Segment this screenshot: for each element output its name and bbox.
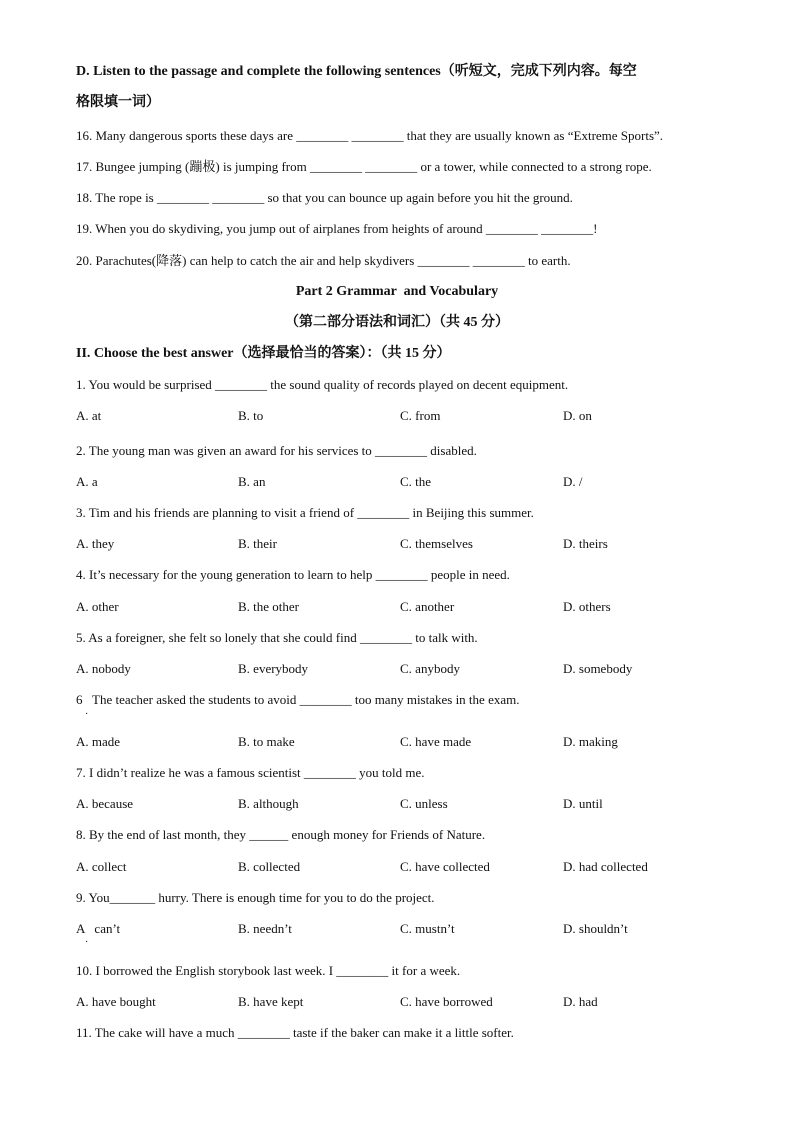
q9-option-a: A can’t bbox=[76, 921, 121, 936]
q7-option-c: C. unless bbox=[400, 796, 448, 811]
q4-option-d: D. others bbox=[563, 599, 611, 614]
mc-question-6: 6 The teacher asked the students to avoid ________ too many mistakes in the exam. bbox=[76, 692, 520, 707]
q3-option-d: D. theirs bbox=[563, 536, 608, 551]
q1-option-b: B. to bbox=[238, 408, 264, 423]
q4-option-a: A. other bbox=[76, 599, 119, 614]
q2-option-d: D. / bbox=[563, 474, 583, 489]
question-20: 20. Parachutes(降落) can help to catch the air and help skydivers ________ ________ to earth. bbox=[76, 253, 571, 268]
q9-option-b: B. needn’t bbox=[238, 921, 292, 936]
section-d-heading-line2: 格限填一词） bbox=[76, 95, 160, 110]
mc-question-3: 3. Tim and his friends are planning to visit a friend of ________ in Beijing this summer. bbox=[76, 505, 534, 520]
q5-option-a: A. nobody bbox=[76, 661, 131, 676]
q7-option-b: B. although bbox=[238, 796, 299, 811]
question-18: 18. The rope is ________ ________ so that you can bounce up again before you hit the ground. bbox=[76, 190, 573, 205]
section-ii-heading: II. Choose the best answer（选择最恰当的答案）：（共 15 分） bbox=[76, 346, 451, 361]
mc-question-2: 2. The young man was given an award for his services to ________ disabled. bbox=[76, 443, 477, 458]
mc-question-11: 11. The cake will have a much ________ taste if the baker can make it a little softer. bbox=[76, 1025, 514, 1040]
q3-option-b: B. their bbox=[238, 536, 277, 551]
q3-option-a: A. they bbox=[76, 536, 115, 551]
q6-option-d: D. making bbox=[563, 734, 618, 749]
mc-question-7: 7. I didn’t realize he was a famous scientist ________ you told me. bbox=[76, 765, 425, 780]
q2-option-a: A. a bbox=[76, 474, 98, 489]
question-16: 16. Many dangerous sports these days are ________ ________ that they are usually known as “Extreme Sports”. bbox=[76, 128, 664, 143]
mc-question-9: 9. You_______ hurry. There is enough time for you to do the project. bbox=[76, 890, 435, 905]
q5-option-c: C. anybody bbox=[400, 661, 460, 676]
stray-dot-mark: · bbox=[85, 937, 89, 948]
part2-subtitle: （第二部分语法和词汇）（共 45 分） bbox=[285, 315, 509, 330]
q3-option-c: C. themselves bbox=[400, 536, 473, 551]
stray-dot-mark: · bbox=[85, 709, 89, 720]
mc-question-1: 1. You would be surprised ________ the sound quality of records played on decent equipment. bbox=[76, 377, 569, 392]
q5-option-b: B. everybody bbox=[238, 661, 309, 676]
q10-option-a: A. have bought bbox=[76, 994, 156, 1009]
q8-option-c: C. have collected bbox=[400, 859, 490, 874]
q9-option-c: C. mustn’t bbox=[400, 921, 455, 936]
q1-option-c: C. from bbox=[400, 408, 441, 423]
q5-option-d: D. somebody bbox=[563, 661, 633, 676]
q8-option-b: B. collected bbox=[238, 859, 301, 874]
q10-option-b: B. have kept bbox=[238, 994, 304, 1009]
q2-option-b: B. an bbox=[238, 474, 266, 489]
q1-option-a: A. at bbox=[76, 408, 102, 423]
mc-question-10: 10. I borrowed the English storybook last week. I ________ it for a week. bbox=[76, 963, 461, 978]
q6-option-b: B. to make bbox=[238, 734, 295, 749]
q8-option-d: D. had collected bbox=[563, 859, 648, 874]
q4-option-b: B. the other bbox=[238, 599, 300, 614]
q6-option-a: A. made bbox=[76, 734, 121, 749]
q2-option-c: C. the bbox=[400, 474, 432, 489]
q7-option-a: A. because bbox=[76, 796, 134, 811]
question-19: 19. When you do skydiving, you jump out of airplanes from heights of around ________ ________! bbox=[76, 221, 598, 236]
part2-title: Part 2 Grammar and Vocabulary bbox=[295, 284, 499, 299]
q8-option-a: A. collect bbox=[76, 859, 127, 874]
section-d-heading-line1: D. Listen to the passage and complete the following sentences（听短文，完成下列内容。每空 bbox=[76, 64, 637, 79]
mc-question-8: 8. By the end of last month, they ______ enough money for Friends of Nature. bbox=[76, 827, 486, 842]
q10-option-c: C. have borrowed bbox=[400, 994, 493, 1009]
q9-option-d: D. shouldn’t bbox=[563, 921, 628, 936]
q6-option-c: C. have made bbox=[400, 734, 472, 749]
q4-option-c: C. another bbox=[400, 599, 455, 614]
mc-question-5: 5. As a foreigner, she felt so lonely that she could find ________ to talk with. bbox=[76, 630, 478, 645]
mc-question-4: 4. It’s necessary for the young generation to learn to help ________ people in need. bbox=[76, 567, 510, 582]
q7-option-d: D. until bbox=[563, 796, 603, 811]
q10-option-d: D. had bbox=[563, 994, 598, 1009]
q1-option-d: D. on bbox=[563, 408, 592, 423]
question-17: 17. Bungee jumping (蹦极) is jumping from ________ ________ or a tower, while connected to a strong rope. bbox=[76, 159, 652, 174]
